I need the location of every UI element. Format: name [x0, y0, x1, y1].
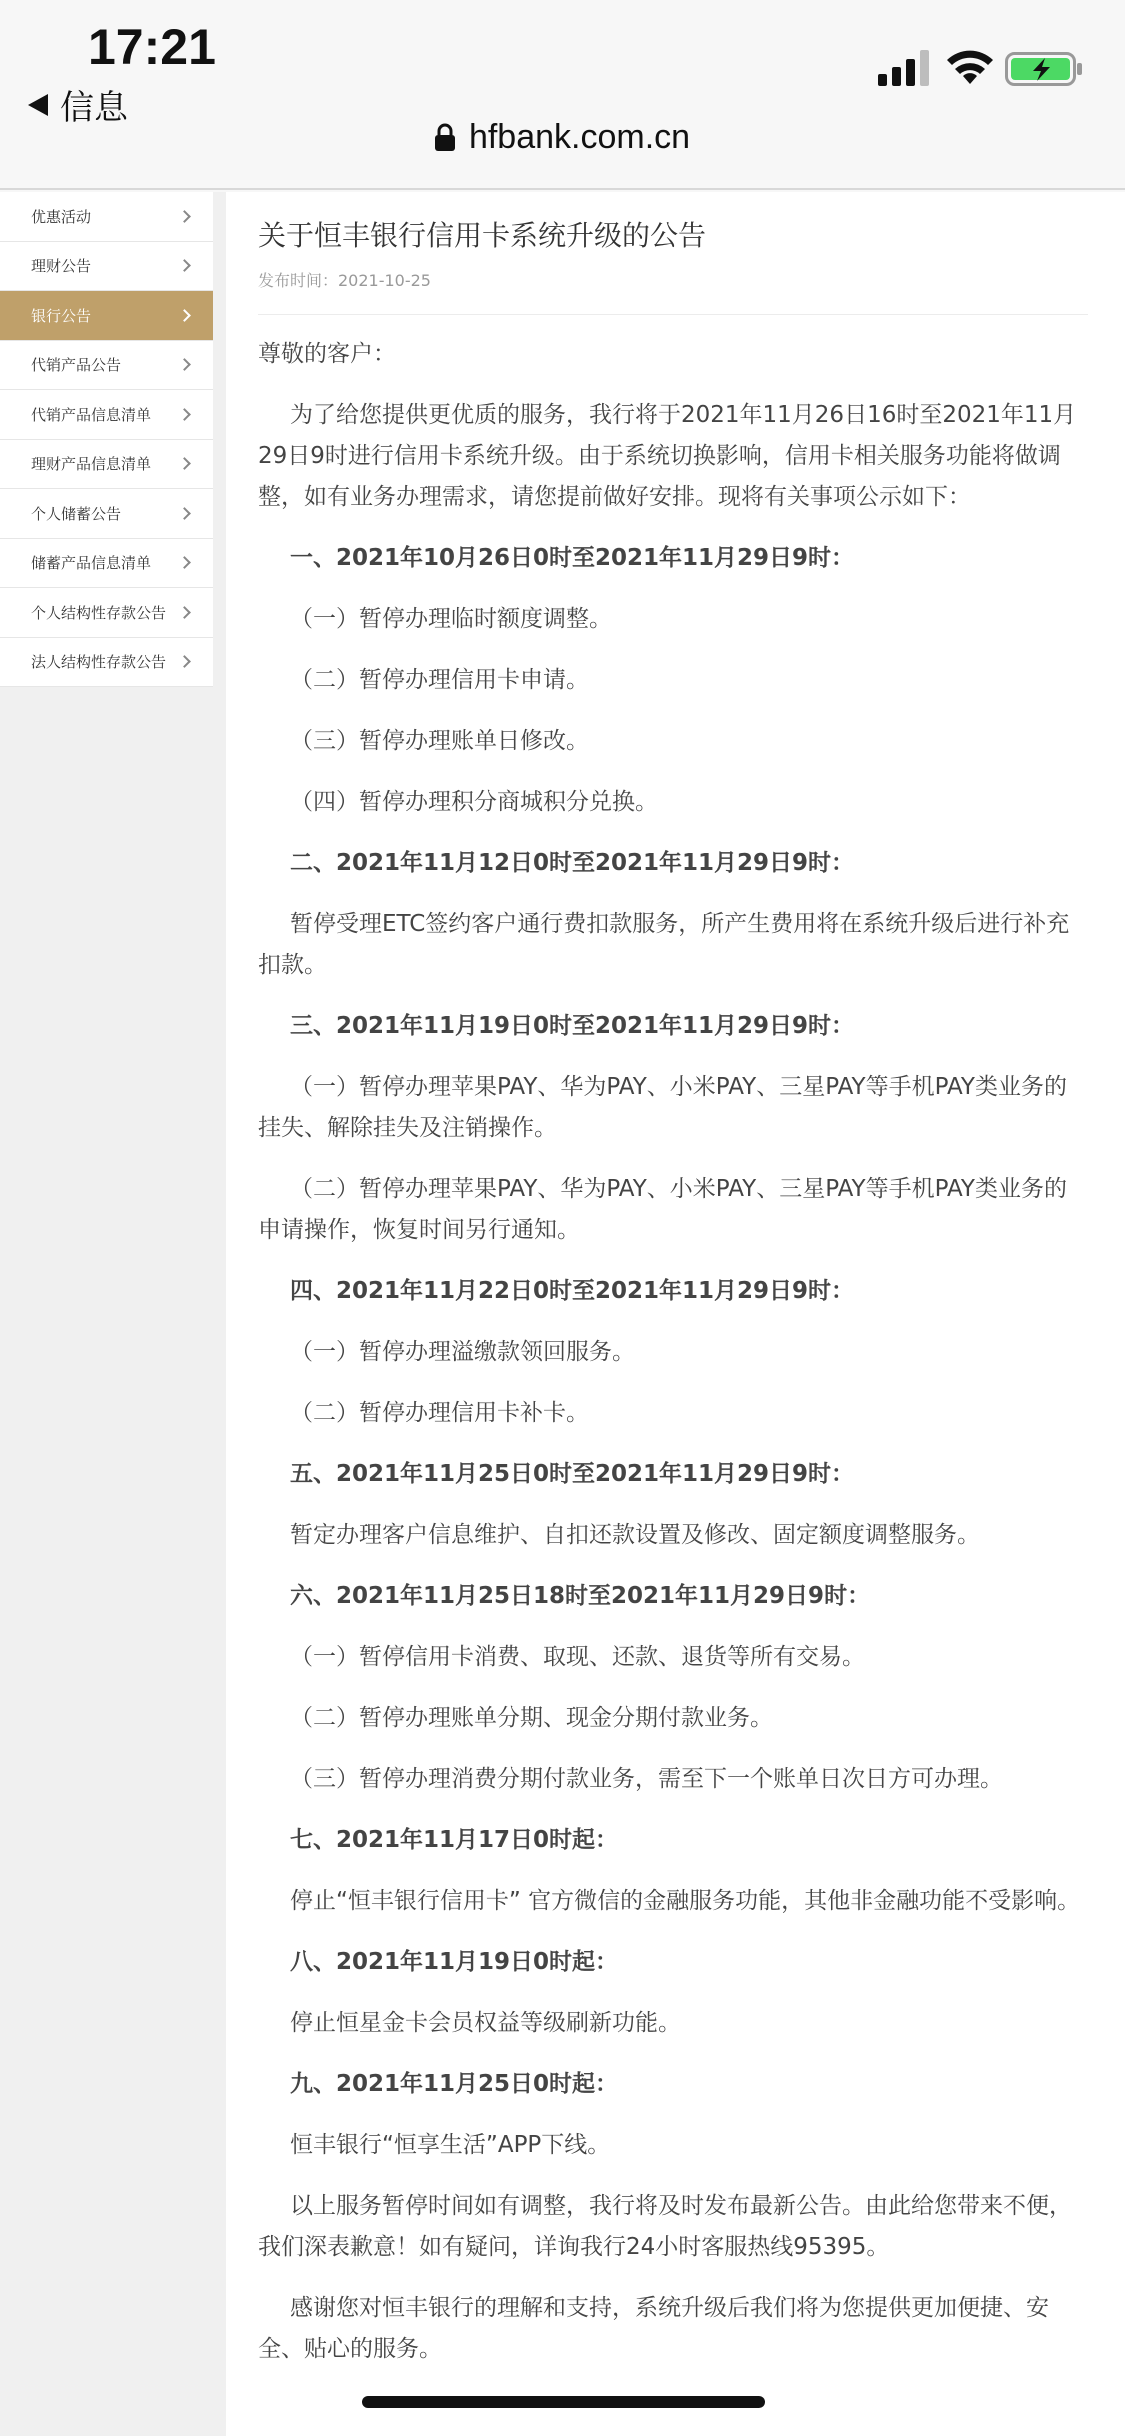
article-paragraph: （二）暂停办理信用卡申请。 — [290, 667, 589, 693]
status-bar — [0, 0, 1125, 190]
sidebar-item-label: 理财产品信息清单 — [31, 455, 152, 474]
section-heading: 五、2021年11月25日0时至2021年11月29日9时： — [290, 1461, 855, 1487]
article-paragraph: （一）暂停办理临时额度调整。 — [290, 606, 612, 632]
article-paragraph: 暂定办理客户信息维护、自扣还款设置及修改、固定额度调整服务。 — [290, 1522, 980, 1548]
article-panel — [226, 192, 1125, 2436]
sidebar-item-label: 个人储蓄公告 — [31, 504, 122, 523]
back-arrow-icon — [28, 94, 48, 116]
back-label: 信息 — [60, 88, 128, 128]
sidebar-item[interactable] — [0, 390, 213, 440]
sidebar-item[interactable] — [0, 242, 213, 292]
article-paragraph: 恒丰银行“恒享生活”APP下线。 — [290, 2132, 611, 2158]
section-heading: 四、2021年11月22日0时至2021年11月29日9时： — [290, 1278, 855, 1304]
chevron-right-icon — [178, 457, 191, 470]
sidebar-item[interactable] — [0, 341, 213, 391]
sidebar-item[interactable] — [0, 291, 213, 341]
wifi-icon — [945, 48, 995, 86]
section-heading: 二、2021年11月12日0时至2021年11月29日9时： — [290, 850, 855, 876]
home-indicator[interactable] — [362, 2396, 765, 2408]
article-paragraph: 尊敬的客户： — [258, 341, 396, 367]
chevron-right-icon — [178, 259, 191, 272]
section-heading: 九、2021年11月25日0时起： — [290, 2071, 619, 2097]
chevron-right-icon — [178, 210, 191, 223]
chevron-right-icon — [178, 655, 191, 668]
article-paragraph: （四）暂停办理积分商城积分兑换。 — [290, 789, 658, 815]
battery-charging-icon — [1005, 50, 1085, 88]
url-text: hfbank.com.cn — [468, 118, 691, 156]
chevron-right-icon — [178, 358, 191, 371]
chevron-right-icon — [178, 606, 191, 619]
sidebar-item[interactable] — [0, 489, 213, 539]
section-heading: 六、2021年11月25日18时至2021年11月29日9时： — [290, 1583, 871, 1609]
section-heading: 一、2021年10月26日0时至2021年11月29日9时： — [290, 545, 855, 571]
article-paragraph: 为了给您提供更优质的服务，我行将于2021年11月26日16时至2021年11月29日9时进行信用卡系统升级。由于系统切换影响，信用卡相关服务功能将做调整，如有业务办理需求，请您提前做好安排。现将有关事项公示如下： — [258, 402, 1077, 510]
article-paragraph: 停止“恒丰银行信用卡” 官方微信的金融服务功能，其他非金融功能不受影响。 — [290, 1888, 1081, 1914]
section-heading: 八、2021年11月19日0时起： — [290, 1949, 619, 1975]
publish-date: 发布时间：2021-10-25 — [258, 271, 431, 290]
chevron-right-icon — [178, 408, 191, 421]
lock-icon — [435, 121, 455, 149]
section-heading: 七、2021年11月17日0时起： — [290, 1827, 619, 1853]
sidebar-item[interactable] — [0, 539, 213, 589]
sidebar-item[interactable] — [0, 588, 213, 638]
divider — [258, 314, 1088, 315]
section-heading: 三、2021年11月19日0时至2021年11月29日9时： — [290, 1013, 855, 1039]
article-paragraph: （三）暂停办理账单日修改。 — [290, 728, 589, 754]
status-time: 17:21 — [88, 19, 216, 75]
sidebar-item[interactable] — [0, 440, 213, 490]
sidebar-item-label: 优惠活动 — [31, 207, 92, 226]
article-body — [258, 334, 1082, 2390]
sidebar-item[interactable] — [0, 638, 213, 688]
article-title: 关于恒丰银行信用卡系统升级的公告 — [258, 219, 707, 252]
article-paragraph: 感谢您对恒丰银行的理解和支持，系统升级后我们将为您提供更加便捷、安全、贴心的服务。 — [258, 2295, 1049, 2362]
cellular-signal-icon — [878, 50, 932, 86]
sidebar-item-label: 储蓄产品信息清单 — [31, 554, 152, 573]
sidebar-item-label: 理财公告 — [31, 257, 92, 276]
address-bar[interactable] — [0, 118, 1125, 157]
sidebar-item-label: 法人结构性存款公告 — [31, 653, 167, 672]
article-paragraph: （三）暂停办理消费分期付款业务，需至下一个账单日次日方可办理。 — [290, 1766, 1003, 1792]
chevron-right-icon — [178, 507, 191, 520]
article-paragraph: （二）暂停办理信用卡补卡。 — [290, 1400, 589, 1426]
sidebar-item-label: 银行公告 — [31, 306, 92, 325]
chevron-right-icon — [178, 309, 191, 322]
article-paragraph: （二）暂停办理苹果PAY、华为PAY、小米PAY、三星PAY等手机PAY类业务的申请操作，恢复时间另行通知。 — [258, 1176, 1067, 1243]
sidebar-item-label: 代销产品信息清单 — [31, 405, 152, 424]
article-paragraph: 暂停受理ETC签约客户通行费扣款服务，所产生费用将在系统升级后进行补充扣款。 — [258, 911, 1070, 978]
article-paragraph: 停止恒星金卡会员权益等级刷新功能。 — [290, 2010, 681, 2036]
article-paragraph: （一）暂停办理苹果PAY、华为PAY、小米PAY、三星PAY等手机PAY类业务的挂失、解除挂失及注销操作。 — [258, 1074, 1067, 1141]
article-paragraph: （二）暂停办理账单分期、现金分期付款业务。 — [290, 1705, 773, 1731]
sidebar-item[interactable] — [0, 192, 213, 242]
sidebar-item-label: 个人结构性存款公告 — [31, 603, 167, 622]
sidebar-item-label: 代销产品公告 — [31, 356, 122, 375]
article-paragraph: 以上服务暂停时间如有调整，我行将及时发布最新公告。由此给您带来不便，我们深表歉意！如有疑问，详询我行24小时客服热线95395。 — [258, 2193, 1072, 2260]
sidebar — [0, 192, 226, 2436]
article-paragraph: （一）暂停办理溢缴款领回服务。 — [290, 1339, 635, 1365]
article-paragraph: （一）暂停信用卡消费、取现、还款、退货等所有交易。 — [290, 1644, 865, 1670]
chevron-right-icon — [178, 556, 191, 569]
sidebar-menu — [0, 192, 213, 687]
